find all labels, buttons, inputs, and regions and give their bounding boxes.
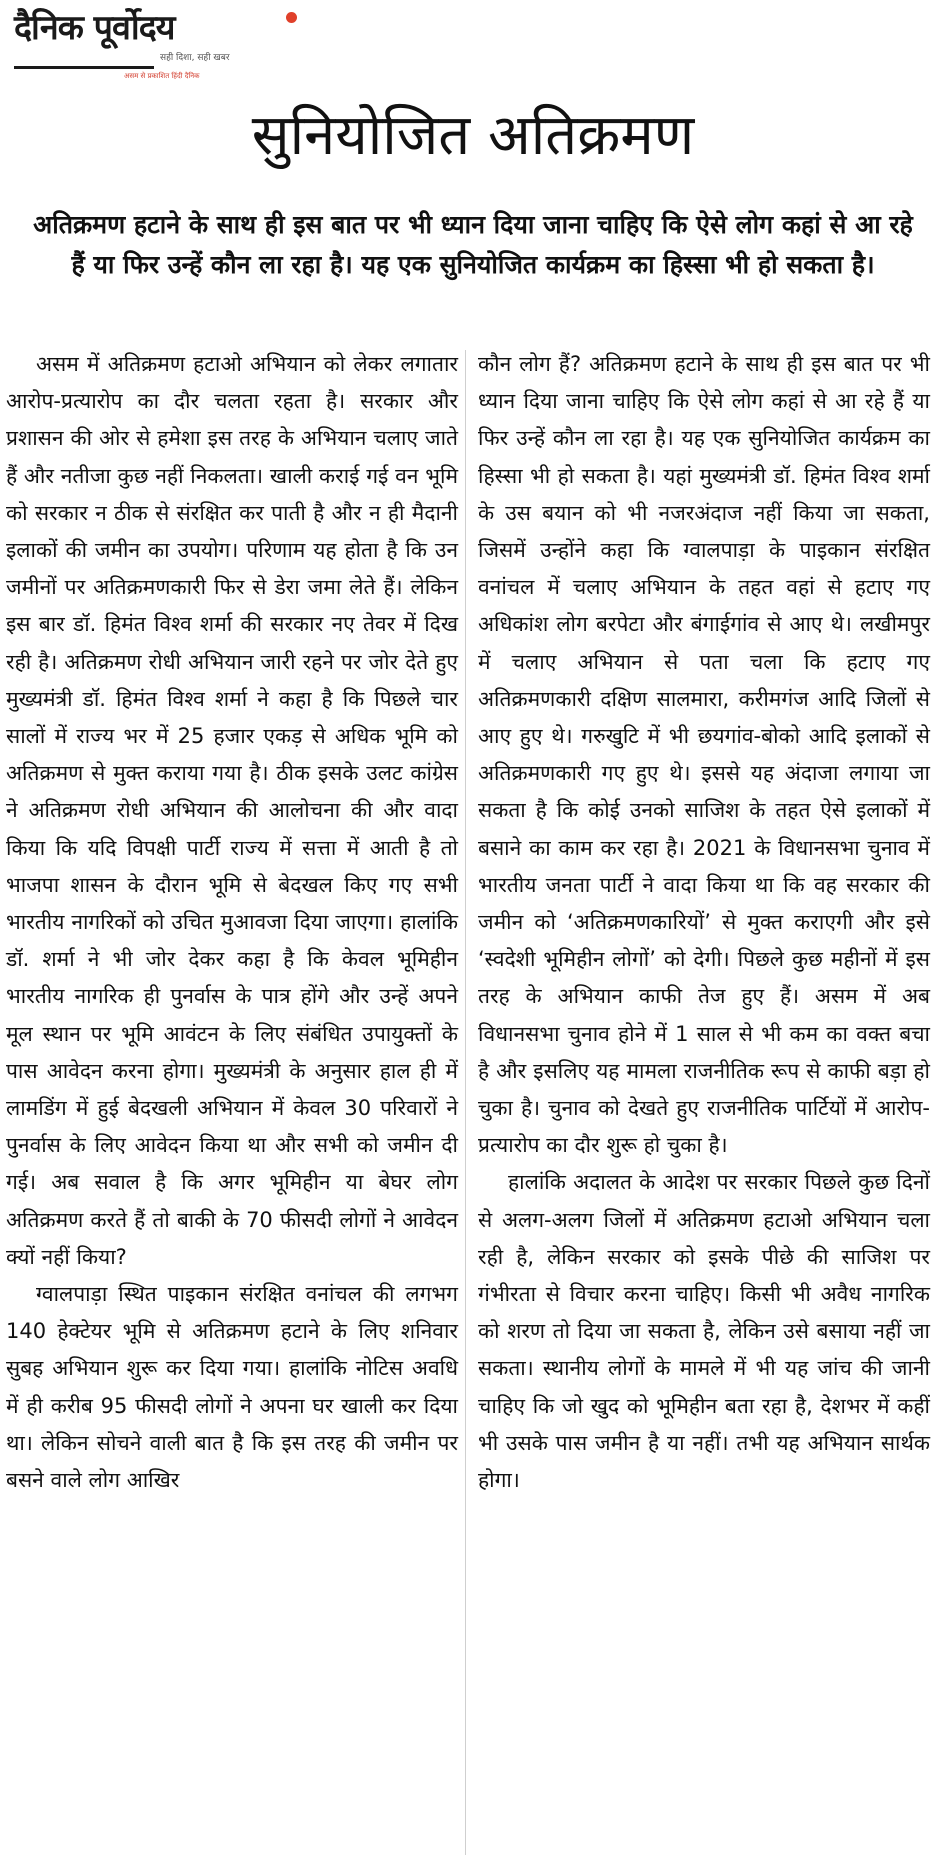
article-paragraph: हालांकि अदालत के आदेश पर सरकार पिछले कुछ दिनों से अलग-अलग जिलों में अतिक्रमण हटाओ अभियान चला रही है, लेकिन सरकार को इसके पीछे की साजिश पर गंभीरता से विचार करना चाहिए। किसी भी अवैध नागरिक को शरण तो दिया जा सकता है, लेकिन उसे बसाया नहीं जा सकता। स्थानीय लोगों के मामले में भी यह जांच की जानी चाहिए कि जो खुद को भूमिहीन बता रहा है, देशभर में कहीं भी उसके पास जमीन है या नहीं। तभी यह अभियान सार्थक होगा। xyxy=(478,1170,930,1493)
article-paragraph: ग्वालपाड़ा स्थित पाइकान संरक्षित वनांचल की लगभग 140 हेक्टेयर भूमि से अतिक्रमण हटाने के लिए शनिवार सुबह अभियान शुरू कर दिया गया। हालांकि नोटिस अवधि में ही करीब 95 फीसदी लोगों ने अपना घर खाली कर दिया था। लेकिन सोचने वाली बात है कि इस तरह की जमीन पर बसने वाले लोग आखिर xyxy=(6,1282,458,1493)
article-headline: सुनियोजित अतिक्रमण xyxy=(251,103,695,168)
logo-sun-icon xyxy=(286,12,297,23)
article-deck: अतिक्रमण हटाने के साथ ही इस बात पर भी ध्यान दिया जाना चाहिए कि ऐसे लोग कहां से आ रहे हैं या फिर उन्हें कौन ला रहा है। यह एक सुनियोजित कार्यक्रम का हिस्सा भी हो सकता है। xyxy=(33,210,913,279)
article-column-left xyxy=(6,346,458,1499)
article-paragraph: कौन लोग हैं? अतिक्रमण हटाने के साथ ही इस बात पर भी ध्यान दिया जाना चाहिए कि ऐसे लोग कहां से आ रहे हैं या फिर उन्हें कौन ला रहा है। यह एक सुनियोजित कार्यक्रम का हिस्सा भी हो सकता है। यहां मुख्यमंत्री डॉ. हिमंत विश्व शर्मा के उस बयान को भी नजरअंदाज नहीं किया जा सकता, जिसमें उन्होंने कहा कि ग्वालपाड़ा के पाइकान संरक्षित वनांचल में चलाए अभियान के तहत वहां से हटाए गए अधिकांश लोग बरपेटा और बंगाईगांव से आए थे। लखीमपुर में चलाए अभियान से पता चला कि हटाए गए अतिक्रमणकारी दक्षिण सालमारा, करीमगंज आदि जिलों से आए हुए थे। गरुखुटि में भी छयगांव-बोको आदि इलाकों से अतिक्रमणकारी गए हुए थे। इससे यह अंदाजा लगाया जा सकता है कि कोई उनको साजिश के तहत ऐसे इलाकों में बसाने का काम कर रहा है। 2021 के विधानसभा चुनाव में भारतीय जनता पार्टी ने वादा किया था कि वह सरकार की जमीन को ‘अतिक्रमणकारियों’ से मुक्त कराएगी और इसे ‘स्वदेशी भूमिहीन लोगों’ को देगी। पिछले कुछ महीनों में इस तरह के अभियान काफी तेज हुए हैं। असम में अब विधानसभा चुनाव होने में 1 साल से भी कम का वक्त बचा है और इसलिए यह मामला राजनीतिक रूप से काफी बड़ा हो चुका है। चुनाव को देखते हुए राजनीतिक पार्टियों में आरोप-प्रत्यारोप का दौर शुरू हो चुका है। xyxy=(478,352,930,1158)
masthead-rule xyxy=(14,66,154,69)
article-paragraph: असम में अतिक्रमण हटाओ अभियान को लेकर लगातार आरोप-प्रत्यारोप का दौर चलता रहता है। सरकार और प्रशासन की ओर से हमेशा इस तरह के अभियान चलाए जाते हैं और नतीजा कुछ नहीं निकलता। खाली कराई गई वन भूमि को सरकार न ठीक से संरक्षित कर पाती है और न ही मैदानी इलाकों की जमीन का उपयोग। परिणाम यह होता है कि उन जमीनों पर अतिक्रमणकारी फिर से डेरा जमा लेते हैं। लेकिन इस बार डॉ. हिमंत विश्व शर्मा की सरकार नए तेवर में दिख रही है। अतिक्रमण रोधी अभियान जारी रहने पर जोर देते हुए मुख्यमंत्री डॉ. हिमंत विश्व शर्मा ने कहा है कि पिछले चार सालों में राज्य भर में 25 हजार एकड़ से अधिक भूमि को अतिक्रमण से मुक्त कराया गया है। ठीक इसके उलट कांग्रेस ने अतिक्रमण रोधी अभियान की आलोचना की और वादा किया कि यदि विपक्षी पार्टी राज्य में सत्ता में आती है तो भाजपा शासन के दौरान भूमि से बेदखल किए गए सभी भारतीय नागरिकों को उचित मुआवजा दिया जाएगा। हालांकि डॉ. शर्मा ने भी जोर देकर कहा है कि केवल भूमिहीन भारतीय नागरिक ही पुनर्वास के पात्र होंगे और उन्हें अपने मूल स्थान पर भूमि आवंटन के लिए संबंधित उपायुक्तों के पास आवेदन करना होगा। मुख्यमंत्री के अनुसार हाल ही में लामडिंग में हुई बेदखली अभियान में केवल 30 परिवारों ने पुनर्वास के लिए आवेदन किया था और सभी को जमीन दी गई। अब सवाल है कि अगर भूमिहीन या बेघर लोग अतिक्रमण करते हैं तो बाकी के 70 फीसदी लोगों ने आवेदन क्यों नहीं किया? xyxy=(6,352,459,1269)
masthead-subline: असम से प्रकाशित हिंदी दैनिक xyxy=(124,72,200,80)
column-divider xyxy=(465,350,466,1855)
masthead-tagline: सही दिशा, सही खबर xyxy=(160,53,230,63)
article-column-right xyxy=(478,346,930,1499)
masthead-logo: दैनिक पूर्वोदय xyxy=(14,8,175,48)
masthead xyxy=(14,8,314,80)
